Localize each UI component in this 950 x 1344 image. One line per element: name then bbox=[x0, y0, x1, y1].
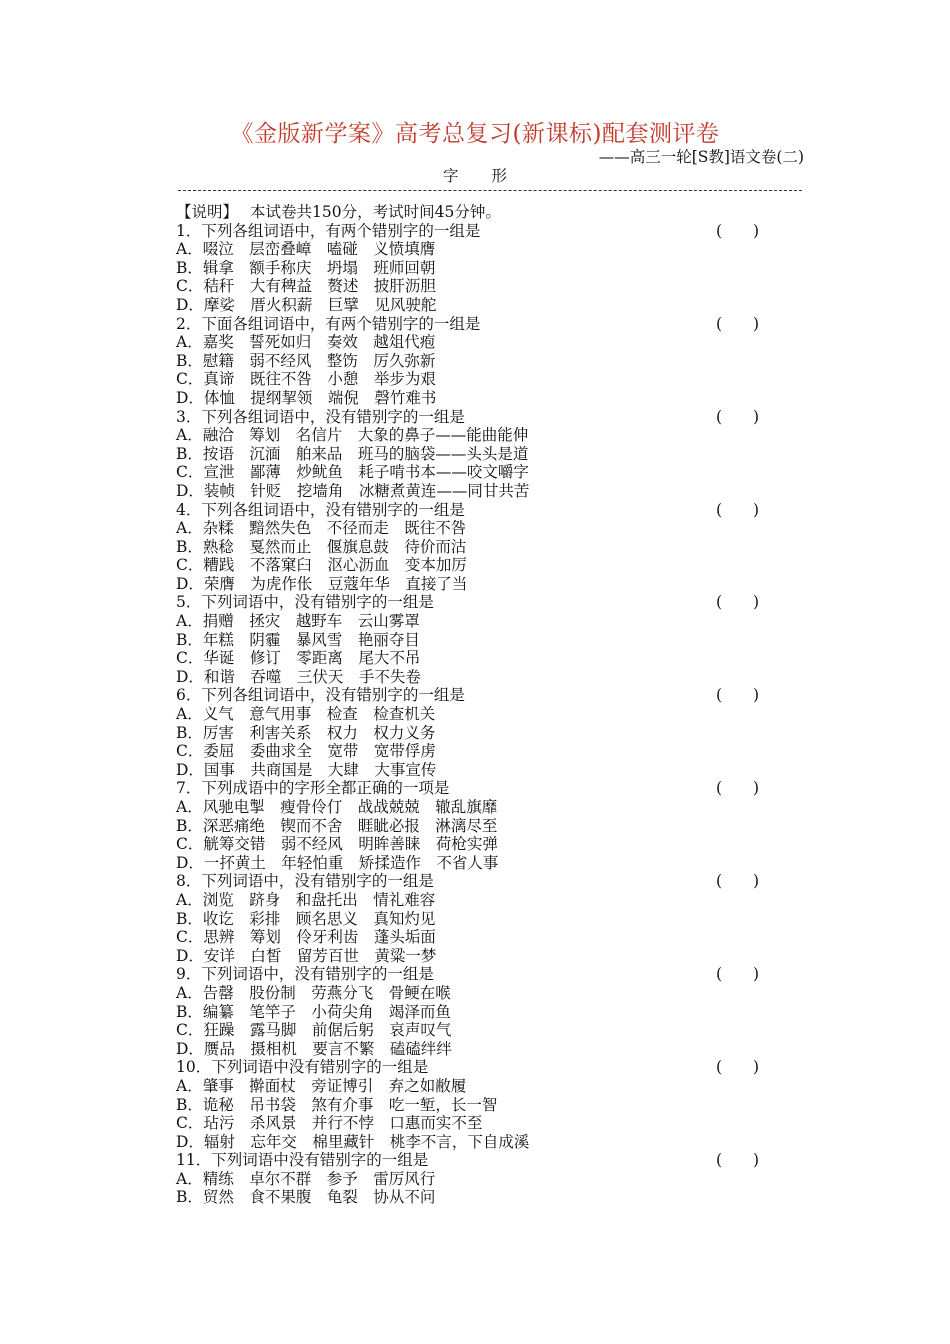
question-text: 1．下列各组词语中，有两个错别字的一组是 bbox=[176, 221, 481, 240]
answer-option: C．糟践 不落窠臼 沤心沥血 变本加厉 bbox=[176, 556, 467, 575]
answer-option: B．诡秘 吊书袋 煞有介事 吃一堑，长一智 bbox=[176, 1095, 498, 1114]
answer-option: C．觥筹交错 弱不经风 明眸善睐 荷枪实弹 bbox=[176, 835, 498, 854]
answer-option: A．义气 意气用事 检查 检查机关 bbox=[176, 705, 436, 724]
answer-option: C．华诞 修订 零距离 尾大不吊 bbox=[176, 649, 421, 668]
question-text: 5．下列词语中，没有错别字的一组是 bbox=[176, 593, 434, 612]
answer-bracket: ( ) bbox=[716, 407, 760, 426]
answer-option: C．秸秆 大有稗益 赘述 披肝沥胆 bbox=[176, 277, 436, 296]
answer-option: B．年糕 阴霾 暴风雪 艳丽夺目 bbox=[176, 630, 420, 649]
answer-option: A．浏览 跻身 和盘托出 情礼难容 bbox=[176, 890, 436, 909]
answer-option: B．按语 沉湎 舶来品 班马的脑袋——头头是道 bbox=[176, 444, 529, 463]
questions-container bbox=[176, 222, 776, 1207]
answer-option: A．嘉奖 誓死如归 奏效 越俎代疱 bbox=[176, 333, 436, 352]
answer-bracket: ( ) bbox=[716, 221, 760, 240]
answer-bracket: ( ) bbox=[716, 779, 760, 798]
answer-option: A．啜泣 层峦叠嶂 嗑碰 义愤填膺 bbox=[176, 240, 436, 259]
answer-option: A．捐赠 拯灾 越野车 云山雾罩 bbox=[176, 612, 420, 631]
answer-option: D．安详 白皙 留芳百世 黄粱一梦 bbox=[176, 946, 437, 965]
answer-option: B．深恶痛绝 锲而不舍 睚眦必报 淋漓尽至 bbox=[176, 816, 498, 835]
header-divider bbox=[178, 190, 802, 191]
answer-option: D．一抔黄土 年轻怕重 矫揉造作 不省人事 bbox=[176, 853, 499, 872]
answer-bracket: ( ) bbox=[716, 965, 760, 984]
question-text: 9．下列词语中，没有错别字的一组是 bbox=[176, 965, 434, 984]
document-title: 《金版新学案》高考总复习(新课标)配套测评卷 bbox=[230, 121, 720, 147]
answer-option: A．告罄 股份制 劳燕分飞 骨鲠在喉 bbox=[176, 983, 451, 1002]
answer-option: D．赝品 摄相机 要言不繁 磕磕绊绊 bbox=[176, 1039, 452, 1058]
answer-option: B．贸然 食不果腹 龟裂 协从不问 bbox=[176, 1188, 436, 1207]
question-text: 8．下列词语中，没有错别字的一组是 bbox=[176, 872, 434, 891]
answer-option: B．收讫 彩排 顾名思义 真知灼见 bbox=[176, 909, 436, 928]
answer-option: B．编纂 笔竿子 小荷尖角 竭泽而鱼 bbox=[176, 1002, 451, 1021]
answer-option: B．辑拿 额手称庆 坍塌 班师回朝 bbox=[176, 258, 436, 277]
question-stem bbox=[176, 408, 776, 427]
question-list bbox=[176, 203, 776, 1207]
answer-option: C．宣泄 鄙薄 炒鱿鱼 耗子啃书本——咬文嚼字 bbox=[176, 463, 529, 482]
question-text: 10．下列词语中没有错别字的一组是 bbox=[176, 1058, 429, 1077]
answer-bracket: ( ) bbox=[716, 872, 760, 891]
answer-option: A．精练 卓尔不群 参予 雷厉风行 bbox=[176, 1169, 436, 1188]
answer-option: C．真谛 既往不咎 小憩 举步为艰 bbox=[176, 370, 436, 389]
question-text: 4．下列各组词语中，没有错别字的一组是 bbox=[176, 500, 465, 519]
question-text: 3．下列各组词语中，没有错别字的一组是 bbox=[176, 407, 465, 426]
question-text: 7．下列成语中的字形全都正确的一项是 bbox=[176, 779, 450, 798]
answer-option: B．厉害 利害关系 权力 权力义务 bbox=[176, 723, 436, 742]
answer-option: A．肇事 擀面杖 旁证博引 弃之如敝履 bbox=[176, 1076, 467, 1095]
question-stem bbox=[176, 593, 776, 612]
answer-bracket: ( ) bbox=[716, 593, 760, 612]
document-subtitle: ——高三一轮[S教]语文卷(二) bbox=[598, 148, 804, 166]
question-stem bbox=[176, 872, 776, 891]
question-stem bbox=[176, 315, 776, 334]
answer-option: C．狂躁 露马脚 前倨后躬 哀声叹气 bbox=[176, 1021, 452, 1040]
question-stem bbox=[176, 222, 776, 241]
note-text: 本试卷共150分，考试时间45分钟。 bbox=[250, 203, 501, 221]
answer-option: D．荣膺 为虎作伥 豆蔻年华 直接了当 bbox=[176, 574, 468, 593]
answer-option: D．装帧 针贬 挖墙角 冰糖煮黄连——同甘共苦 bbox=[176, 481, 530, 500]
question-stem bbox=[176, 686, 776, 705]
answer-option: B．慰籍 弱不经风 整饬 厉久弥新 bbox=[176, 351, 436, 370]
section-heading: 字 形 bbox=[443, 167, 521, 185]
instructions-note bbox=[176, 203, 776, 222]
answer-bracket: ( ) bbox=[716, 1058, 760, 1077]
question-text: 11．下列词语中没有错别字的一组是 bbox=[176, 1151, 429, 1170]
question-text: 2．下面各组词语中，有两个错别字的一组是 bbox=[176, 314, 481, 333]
answer-option: D．和谐 吞噬 三伏天 手不失卷 bbox=[176, 667, 421, 686]
answer-option: D．体恤 提纲挈领 端倪 磬竹难书 bbox=[176, 388, 437, 407]
question-stem bbox=[176, 779, 776, 798]
note-label: 【说明】 bbox=[176, 203, 239, 221]
answer-option: A．杂糅 黯然失色 不径而走 既往不咎 bbox=[176, 519, 467, 538]
answer-bracket: ( ) bbox=[716, 686, 760, 705]
question-text: 6．下列各组词语中，没有错别字的一组是 bbox=[176, 686, 465, 705]
answer-option: C．委屈 委曲求全 宽带 宽带俘虏 bbox=[176, 742, 436, 761]
question-stem bbox=[176, 501, 776, 520]
answer-bracket: ( ) bbox=[716, 314, 760, 333]
question-stem bbox=[176, 965, 776, 984]
answer-option: A．融洽 筹划 名信片 大象的鼻子——能曲能伸 bbox=[176, 426, 529, 445]
answer-option: D．摩娑 厝火积薪 巨擘 见风驶舵 bbox=[176, 295, 437, 314]
answer-option: D．国事 共商国是 大肆 大事宣传 bbox=[176, 760, 437, 779]
question-stem bbox=[176, 1151, 776, 1170]
answer-option: D．辐射 忘年交 棉里藏针 桃李不言，下自成溪 bbox=[176, 1132, 530, 1151]
answer-option: C．玷污 杀风景 并行不悖 口惠而实不至 bbox=[176, 1114, 483, 1133]
answer-option: C．思辨 筹划 伶牙利齿 蓬头垢面 bbox=[176, 928, 436, 947]
answer-option: A．风驰电掣 瘦骨伶仃 战战兢兢 辙乱旗靡 bbox=[176, 798, 498, 816]
answer-bracket: ( ) bbox=[716, 500, 760, 519]
answer-bracket: ( ) bbox=[716, 1151, 760, 1170]
answer-option: B．熟稔 戛然而止 偃旗息鼓 待价而沽 bbox=[176, 537, 467, 556]
question-stem bbox=[176, 1058, 776, 1077]
